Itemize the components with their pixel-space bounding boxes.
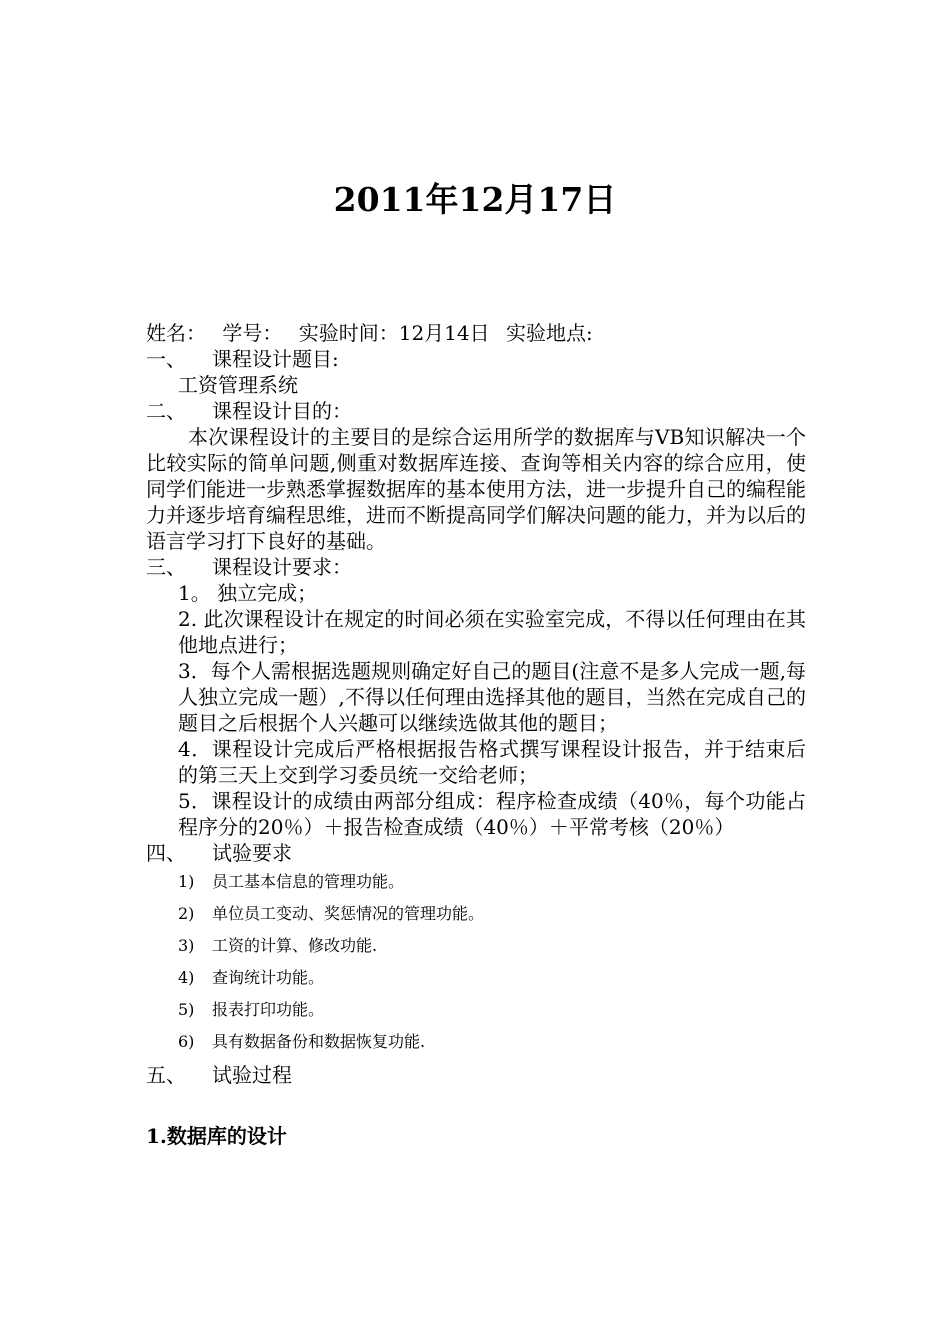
list-item xyxy=(146,866,806,898)
subsection-number: 1. xyxy=(146,1124,167,1148)
experiment-requirements-list xyxy=(146,866,806,1058)
list-item xyxy=(146,962,806,994)
student-info-line xyxy=(146,320,806,346)
section-number: 三、 xyxy=(146,555,186,579)
requirement-item: 1。 独立完成； xyxy=(178,581,318,605)
list-item-text: 单位员工变动、奖惩情况的管理功能。 xyxy=(212,904,485,923)
list-item xyxy=(146,898,806,930)
name-label: 姓名： xyxy=(146,321,206,345)
section-3-heading xyxy=(146,554,806,580)
subsection-title: 数据库的设计 xyxy=(166,1124,287,1148)
course-topic: 工资管理系统 xyxy=(178,373,298,397)
section-number: 五、 xyxy=(146,1063,186,1087)
document-date-title: 2011年12月17日 xyxy=(333,180,617,219)
list-item xyxy=(146,994,806,1026)
course-purpose-paragraph: 本次课程设计的主要目的是综合运用所学的数据库与VB知识解决一个比较实际的简单问题,侧重对数据库连接、查询等相关内容的综合应用，使同学们能进一步熟悉掌握数据库的基本使用方法，进一步提升自己的编程能力并逐步培育编程思维，进而不断提高同学们解决问题的能力，并为以后的语言学习打下良好的基础。 xyxy=(146,425,806,553)
experiment-place-label: 实验地点: xyxy=(505,321,593,345)
section-2-heading xyxy=(146,398,806,424)
section-title: 试验过程 xyxy=(212,1063,292,1087)
section-number: 一、 xyxy=(146,347,186,371)
subsection-heading xyxy=(146,1122,806,1150)
list-item-number: 1) xyxy=(178,872,195,891)
requirement-item: 5．课程设计的成绩由两部分组成：程序检查成绩（40％，每个功能占程序分的20％）＋报告检查成绩（40％）＋平常考核（20％） xyxy=(178,789,806,839)
experiment-time-label: 实验时间：12月14日 xyxy=(298,321,490,345)
requirement-item: 2. 此次课程设计在规定的时间必须在实验室完成，不得以任何理由在其他地点进行； xyxy=(178,607,806,657)
requirement-item: 4．课程设计完成后严格根据报告格式撰写课程设计报告，并于结束后的第三天上交到学习委员统一交给老师； xyxy=(178,737,806,787)
section-title: 课程设计目的： xyxy=(212,399,352,423)
section-number: 四、 xyxy=(146,841,186,865)
list-item-number: 3) xyxy=(178,936,195,955)
requirement-item: 3．每个人需根据选题规则确定好自己的题目(注意不是多人完成一题,每人独立完成一题）,不得以任何理由选择其他的题目，当然在完成自己的题目之后根据个人兴趣可以继续选做其他的题目； xyxy=(178,659,806,735)
section-title: 课程设计要求： xyxy=(212,555,352,579)
document-body xyxy=(146,320,806,1150)
section-5-heading xyxy=(146,1062,806,1088)
list-item-number: 5) xyxy=(178,1000,195,1019)
student-id-label: 学号： xyxy=(222,321,283,345)
section-title: 课程设计题目: xyxy=(212,347,339,371)
section-1-heading xyxy=(146,346,806,372)
section-number: 二、 xyxy=(146,399,186,423)
list-item-text: 报表打印功能。 xyxy=(212,1000,325,1019)
section-4-heading xyxy=(146,840,806,866)
list-item-text: 具有数据备份和数据恢复功能. xyxy=(212,1032,426,1051)
list-item-text: 工资的计算、修改功能. xyxy=(212,936,378,955)
list-item-number: 4) xyxy=(178,968,195,987)
list-item xyxy=(146,1026,806,1058)
section-title: 试验要求 xyxy=(212,841,292,865)
list-item-text: 查询统计功能。 xyxy=(212,968,325,987)
list-item-text: 员工基本信息的管理功能。 xyxy=(212,872,405,891)
list-item-number: 2) xyxy=(178,904,195,923)
list-item xyxy=(146,930,806,962)
list-item-number: 6) xyxy=(178,1032,195,1051)
